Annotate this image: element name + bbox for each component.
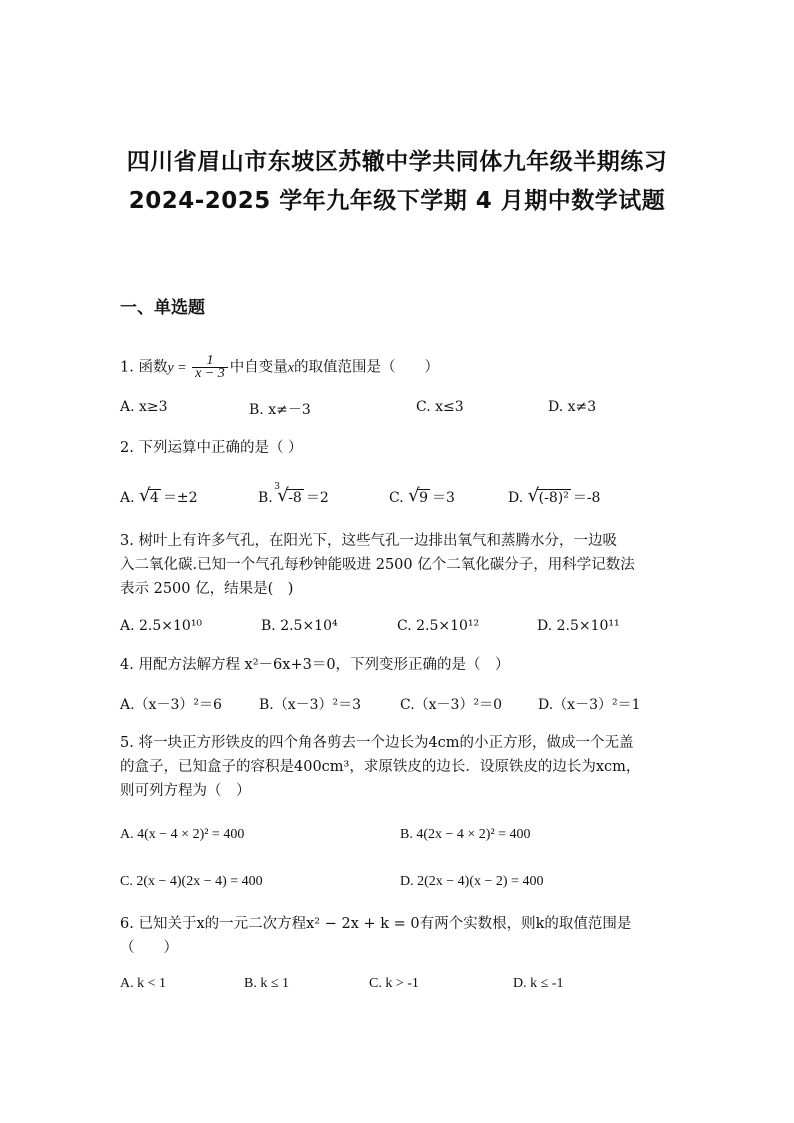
q1-option-a: A. x≥3 [120,399,168,415]
q6-option-a: A. k < 1 [120,976,167,991]
question-6-line2: （ ） [120,940,178,956]
q1-option-c: C. x≤3 [416,399,464,415]
q2-a-radicand: 4 [150,490,159,506]
page-title-line1: 四川省眉山市东坡区苏辙中学共同体九年级半期练习 [126,149,668,175]
q2-b-cbrt [274,482,304,506]
q6-option-d: D. k ≤ -1 [513,976,564,991]
question-1-suffix-b: 的取值范围是（ ） [294,359,440,376]
q1-fraction-num: 1 [192,355,228,368]
q1-fraction [192,355,228,380]
q3-option-d: D. 2.5×10¹¹ [537,618,620,634]
q2-option-b [258,482,329,507]
q4-option-a: A.（x－3）²＝6 [120,697,222,713]
question-5-line3: 则可列方程为（ ） [120,783,251,799]
question-3-line3: 表示 2500 亿，结果是( ) [120,581,294,597]
q2-option-a-label: A. [120,490,135,506]
q5-option-d: D. 2(2x − 4)(x − 2) = 400 [400,874,544,889]
q2-c-rest: ＝3 [432,490,455,506]
q2-option-d-label: D. [508,490,524,506]
q4-option-b: B.（x－3）²＝3 [259,697,362,713]
q6-option-c: C. k > -1 [369,976,419,991]
q1-fraction-den: x − 3 [195,366,225,381]
q2-option-b-label: B. [258,490,273,506]
q5-option-c: C. 2(x − 4)(2x − 4) = 400 [120,874,263,889]
q3-option-b: B. 2.5×10⁴ [261,618,338,634]
q2-b-radicand: -8 [288,490,302,506]
question-4: 4. 用配方法解方程 x²－6x+3＝0，下列变形正确的是（ ） [120,657,510,673]
page-title-line2: 2024-2025 学年九年级下学期 4 月期中数学试题 [128,188,666,214]
q2-option-a [120,487,198,507]
question-1-suffix-a: 中自变量 [229,359,288,376]
q2-d-rest: ＝-8 [572,490,601,506]
question-3-line1: 3. 树叶上有许多气孔，在阳光下，这些气孔一边排出氧气和蒸腾水分，一边吸 [120,533,617,549]
q2-b-index: √ 3 [274,482,280,492]
q2-option-c [389,487,455,507]
q5-option-a: A. 4(x − 4 × 2)² = 400 [120,827,245,842]
q2-d-radicand: (-8)² [538,490,569,506]
q1-x-var: x [287,360,295,376]
q2-b-rest: ＝2 [305,490,329,506]
q1-y-var: y [167,360,174,376]
question-2: 2. 下列运算中正确的是（ ） [120,440,303,456]
q1-option-d: D. x≠3 [548,399,597,415]
question-6-line1: 6. 已知关于x的一元二次方程x² − 2x + k = 0有两个实数根，则k的取值范围是 [120,916,632,932]
q2-option-c-label: C. [389,490,404,506]
question-5-line1: 5. 将一块正方形铁皮的四个角各剪去一个边长为4cm的小正方形，做成一个无盖 [120,735,634,751]
question-3-line2: 入二氧化碳.已知一个气孔每秒钟能吸进 2500 亿个二氧化碳分子，用科学记数法 [120,557,635,573]
q2-option-d [508,487,600,507]
q2-c-sqrt [408,490,430,506]
q6-option-b: B. k ≤ 1 [244,976,290,991]
q2-a-sqrt [139,490,161,506]
question-1 [120,355,439,381]
q4-option-c: C.（x－3）²＝0 [400,697,502,713]
q2-a-rest: ＝±2 [162,490,198,506]
q5-option-b: B. 4(2x − 4 × 2)² = 400 [400,827,531,842]
q1-option-b: B. x≠－3 [249,402,311,418]
section-heading: 一、单选题 [120,298,205,318]
q3-option-c: C. 2.5×10¹² [397,618,480,634]
question-1-prefix: 1. 函数 [120,359,168,376]
q2-c-radicand: 9 [419,490,429,506]
question-5-line2: 的盒子，已知盒子的容积是400cm³，求原铁皮的边长．设原铁皮的边长为xcm， [120,759,641,775]
q3-option-a: A. 2.5×10¹⁰ [120,618,203,634]
q2-d-sqrt [528,490,571,506]
q4-option-d: D.（x－3）²＝1 [538,697,641,713]
q1-eq: = [173,360,191,376]
